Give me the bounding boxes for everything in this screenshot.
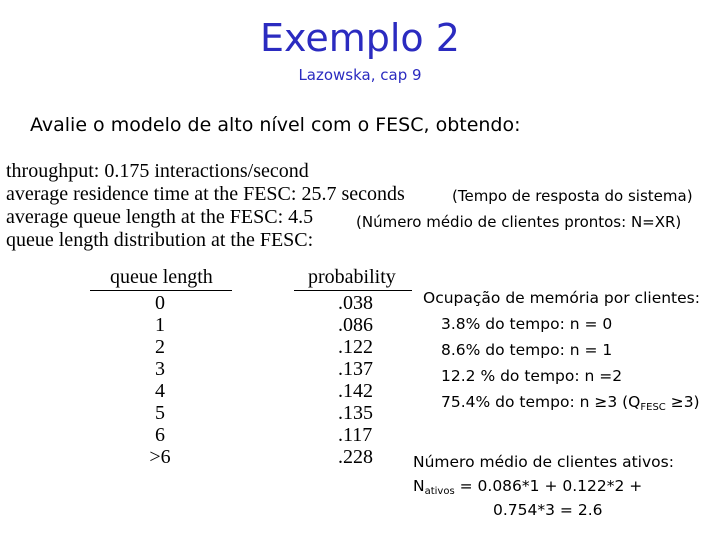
n-symbol: N bbox=[413, 477, 425, 495]
q-fesc-subscript: FESC bbox=[640, 402, 666, 413]
occupancy-line: 8.6% do tempo: n = 1 bbox=[441, 341, 613, 359]
probability-cell: .117 bbox=[338, 424, 373, 446]
formula-rest: = 0.086*1 + 0.122*2 + bbox=[454, 477, 643, 495]
slide-title: Exemplo 2 bbox=[260, 16, 460, 60]
queue-length-cell: >6 bbox=[149, 446, 171, 468]
probability-cell: .228 bbox=[338, 446, 373, 468]
probability-cell: .122 bbox=[338, 336, 373, 358]
probability-cell: .135 bbox=[338, 402, 373, 424]
queue-length-cell: 0 bbox=[155, 292, 165, 314]
queue-length-cell: 1 bbox=[155, 314, 165, 336]
n-ativos-subscript: ativos bbox=[424, 486, 455, 497]
q-fesc-tail: ≥3) bbox=[665, 393, 700, 411]
queue-length-line: average queue length at the FESC: 4.5 bbox=[6, 206, 314, 228]
header-rule-queue bbox=[90, 290, 232, 291]
header-rule-probability bbox=[294, 290, 412, 291]
distribution-line: queue length distribution at the FESC: bbox=[6, 229, 314, 251]
probability-cell: .137 bbox=[338, 358, 373, 380]
queue-length-cell: 6 bbox=[155, 424, 165, 446]
probability-header: probability bbox=[308, 266, 396, 288]
intro-text: Avalie o modelo de alto nível com o FESC, obtendo: bbox=[30, 114, 521, 136]
occupancy-line-text: 75.4% do tempo: n ≥3 (Q bbox=[441, 393, 641, 411]
queue-length-cell: 2 bbox=[155, 336, 165, 358]
residence-time-line: average residence time at the FESC: 25.7 seconds bbox=[6, 183, 405, 205]
active-clients-formula bbox=[413, 477, 642, 495]
probability-cell: .142 bbox=[338, 380, 373, 402]
queue-length-cell: 5 bbox=[155, 402, 165, 424]
throughput-line: throughput: 0.175 interactions/second bbox=[6, 160, 309, 182]
occupancy-line: 3.8% do tempo: n = 0 bbox=[441, 315, 613, 333]
avg-clients-note: (Número médio de clientes prontos: N=XR) bbox=[356, 213, 682, 231]
queue-length-header: queue length bbox=[110, 266, 213, 288]
occupancy-heading: Ocupação de memória por clientes: bbox=[423, 289, 700, 307]
active-clients-result: 0.754*3 = 2.6 bbox=[493, 501, 603, 519]
queue-length-cell: 3 bbox=[155, 358, 165, 380]
occupancy-line-q-fesc bbox=[441, 393, 700, 411]
probability-cell: .086 bbox=[338, 314, 373, 336]
slide-subtitle: Lazowska, cap 9 bbox=[298, 66, 422, 84]
queue-length-cell: 4 bbox=[155, 380, 165, 402]
response-time-note: (Tempo de resposta do sistema) bbox=[452, 187, 693, 205]
occupancy-line: 12.2 % do tempo: n =2 bbox=[441, 367, 623, 385]
probability-cell: .038 bbox=[338, 292, 373, 314]
active-clients-heading: Número médio de clientes ativos: bbox=[413, 453, 674, 471]
